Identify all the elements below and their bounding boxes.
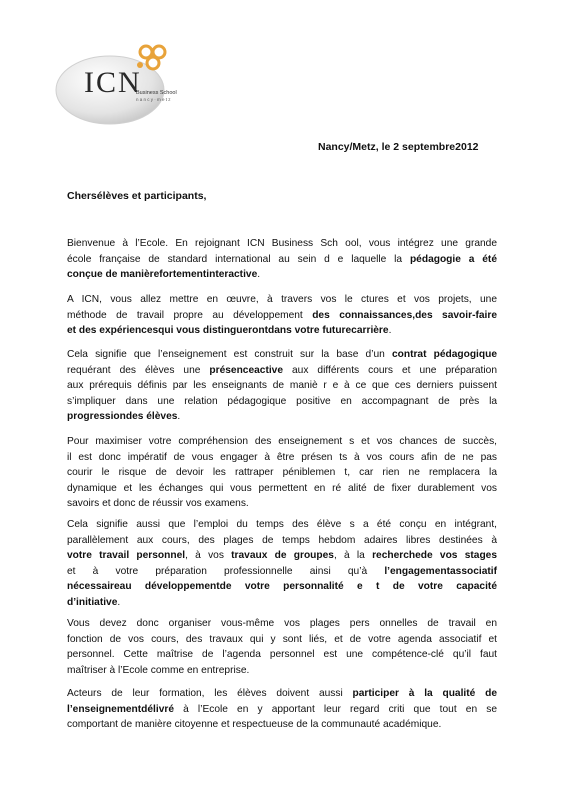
- paragraph-line: [67, 564, 497, 580]
- bold-text: recherchede vos stages: [372, 550, 497, 562]
- text-run: méthode de travail propre au développement: [67, 309, 313, 321]
- paragraph-line: [67, 647, 497, 663]
- text-run: parallèlement aux cours, des plages de temps hebdom adaires libres destinées à: [67, 534, 497, 546]
- paragraph-line: [67, 323, 497, 339]
- paragraph-6: [67, 616, 497, 678]
- date-line: Nancy/Metz, le 2 septembre2012: [318, 141, 479, 153]
- bold-text: et des expériencesqui vous distinguerontdans votre futurecarrière: [67, 325, 389, 337]
- bold-text: conçue de manièrefortementinteractive: [67, 269, 258, 281]
- text-run: , à vos: [185, 550, 232, 562]
- paragraph-line: [67, 363, 497, 379]
- paragraph-line: [67, 409, 497, 425]
- bold-text: pédagogie a été: [409, 253, 497, 265]
- paragraph-line: [67, 616, 497, 632]
- bold-text: travaux de groupes: [231, 550, 334, 562]
- text-run: .: [388, 325, 392, 337]
- text-run: personnel. Cette maîtrise de l’agenda personnel est une compétence-clé qu’il faut: [67, 649, 497, 661]
- text-run: maîtriser à l’Ecole comme en entreprise.: [67, 664, 250, 676]
- text-run: école française de standard international au sein d e laquelle la: [67, 253, 410, 265]
- text-run: Vous devez donc organiser vous-même vos plages pers onnelles de travail en: [67, 618, 497, 629]
- text-run: Cela signifie aussi que l’emploi du temps des élève s a été conçu en intégrant,: [67, 519, 497, 530]
- paragraph-line: [67, 579, 497, 595]
- paragraph-line: [67, 632, 497, 648]
- paragraph-line: [67, 702, 497, 718]
- paragraph-line: [67, 517, 497, 533]
- icn-logo-subtagline: n a n c y · m e t z: [136, 97, 171, 102]
- paragraph-line: [67, 236, 497, 252]
- text-run: , à la: [333, 550, 373, 562]
- text-run: .: [117, 596, 121, 608]
- bold-text: participer à la qualité de: [352, 688, 497, 699]
- paragraph-line: [67, 663, 497, 679]
- icn-logo-tagline: Business School: [136, 90, 177, 96]
- paragraph-line: [67, 548, 497, 564]
- text-run: .: [257, 269, 261, 281]
- text-run: Acteurs de leur formation, les élèves doivent aussi: [67, 688, 353, 699]
- text-run: aux prérequis définis par les enseignants de maniè r e à ce que ces derniers puissent: [67, 380, 497, 392]
- bold-text: nécessaireau développementde votre personnalité e t de votre capacité: [67, 581, 497, 593]
- paragraph-line: [67, 394, 497, 410]
- text-run: Pour maximiser votre compréhension des enseignement s et vos chances de succès,: [67, 436, 497, 447]
- text-run: il est donc impératif de vous engager à être présen ts à vos cours afin de ne pas: [67, 451, 497, 463]
- bold-text: présenceactive: [209, 364, 284, 376]
- salutation: Chersélèves et participants,: [67, 190, 207, 202]
- paragraph-line: [67, 308, 497, 324]
- text-run: savoirs et donc de réussir vos examens.: [67, 498, 249, 510]
- paragraph-line: [67, 717, 497, 733]
- text-run: comportant de manière citoyenne et respectueuse de la communauté académique.: [67, 719, 442, 731]
- text-run: et à votre préparation professionnelle ainsi qu’à: [67, 565, 385, 577]
- text-run: requérant des élèves une: [67, 364, 210, 376]
- paragraph-5: [67, 517, 497, 611]
- paragraph-line: [67, 450, 497, 466]
- text-run: .: [177, 411, 181, 423]
- text-run: Cela signifie que l’enseignement est construit sur la base d’un: [67, 349, 392, 360]
- bold-text: des connaissances,des savoir-faire: [312, 309, 497, 321]
- bold-text: votre travail personnel: [67, 550, 186, 562]
- paragraph-line: [67, 252, 497, 268]
- paragraph-4: [67, 434, 497, 512]
- text-run: aux différents cours et une préparation: [283, 364, 497, 376]
- text-run: s’impliquer dans une relation pédagogique positive en accompagnant de près la: [67, 395, 497, 407]
- bold-text: l’enseignementdélivré: [67, 703, 175, 715]
- paragraph-line: [67, 533, 497, 549]
- paragraph-2: [67, 292, 497, 339]
- paragraph-7: [67, 686, 497, 733]
- paragraph-line: [67, 481, 497, 497]
- paragraph-3: [67, 347, 497, 425]
- bold-text: progressiondes élèves: [67, 411, 178, 423]
- paragraph-line: [67, 595, 497, 611]
- bold-text: d’initiative: [67, 596, 118, 608]
- paragraph-line: [67, 267, 497, 283]
- text-run: dynamique et les échanges qui vous permettent en ré alité de fixer durablement vos: [67, 482, 497, 494]
- paragraph-line: [67, 496, 497, 512]
- text-run: fonction de vos cours, des travaux qui y sont liés, et de votre agenda associatif et: [67, 633, 497, 645]
- text-run: courir le risque de devoir les rattraper péniblemen t, car rien ne remplacera la: [67, 467, 497, 479]
- paragraph-line: [67, 434, 497, 450]
- text-run: Bienvenue à l’Ecole. En rejoignant ICN Business Sch ool, vous intégrez une grande: [67, 238, 497, 249]
- icn-logo: [52, 38, 182, 128]
- text-run: A ICN, vous allez mettre en œuvre, à travers vos le ctures et vos projets, une: [67, 294, 497, 305]
- paragraph-line: [67, 686, 497, 702]
- text-run: à l’Ecole en y apportant leur regard criti que tout en se: [174, 703, 497, 715]
- bold-text: contrat pédagogique: [391, 349, 497, 360]
- bold-text: l’engagementassociatif: [384, 565, 497, 577]
- paragraph-line: [67, 465, 497, 481]
- paragraph-line: [67, 347, 497, 363]
- icn-logo-name: ICN: [84, 66, 142, 99]
- paragraph-1: [67, 236, 497, 283]
- paragraph-line: [67, 292, 497, 308]
- paragraph-line: [67, 378, 497, 394]
